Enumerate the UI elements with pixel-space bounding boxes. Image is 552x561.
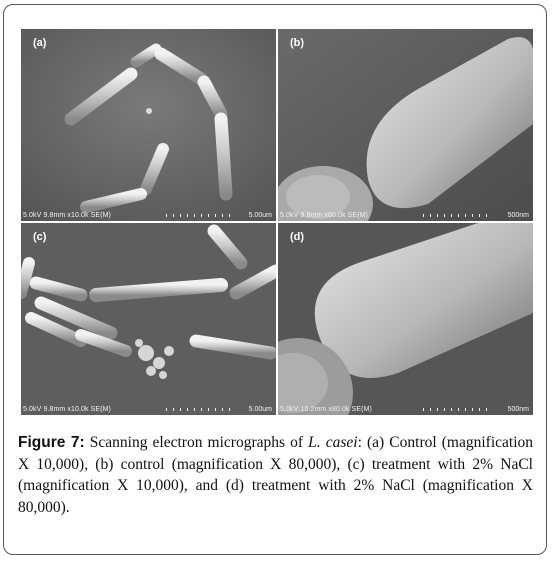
figure-label: Figure 7: — [18, 434, 85, 451]
micrograph-panel-b — [278, 29, 533, 221]
panel-label-b: (b) — [290, 37, 305, 49]
scale-bar-c — [166, 408, 236, 411]
scale-label-b: 500nm — [507, 212, 529, 219]
panel-label-d: (d) — [290, 231, 305, 243]
sem-info-b: 5.0kV 9.8mm x80.0k SE(M) — [280, 212, 368, 219]
scale-label-c: 5.00um — [248, 406, 272, 413]
sem-info-a: 5.0kV 9.8mm x10.0k SE(M) — [23, 212, 111, 219]
scale-label-a: 5.00um — [248, 212, 272, 219]
scale-bar-d — [423, 408, 493, 411]
micrograph-panel-a — [21, 29, 276, 221]
micrograph-image-c — [21, 223, 276, 415]
micrograph-image-a — [21, 29, 276, 221]
micrograph-panel-d — [278, 223, 533, 415]
panel-label-c: (c) — [33, 231, 47, 243]
figure-caption — [18, 432, 533, 518]
micrograph-panel-c — [21, 223, 276, 415]
species-name: L. casei — [308, 434, 358, 451]
scale-bar-a — [166, 214, 236, 217]
micrograph-image-d — [278, 223, 533, 415]
scale-label-d: 500nm — [507, 406, 529, 413]
caption-text-before: Scanning electron micrographs of — [84, 434, 309, 451]
sem-info-c: 5.0kV 9.8mm x10.0k SE(M) — [23, 406, 111, 413]
sem-info-d: 5.0kV 10.2mm x80.0k SE(M) — [280, 406, 372, 413]
caption-text-after: : (a) Control (magnification X 10,000), (b) control (magnification X 80,000), (c) treatment with 2% NaCl (magnification X 10,000), and (d) treatment with 2% NaCl (magnification X 80,000). — [18, 434, 533, 516]
panel-label-a: (a) — [33, 37, 47, 49]
micrograph-grid — [21, 29, 531, 413]
micrograph-image-b — [278, 29, 533, 221]
scale-bar-b — [423, 214, 493, 217]
